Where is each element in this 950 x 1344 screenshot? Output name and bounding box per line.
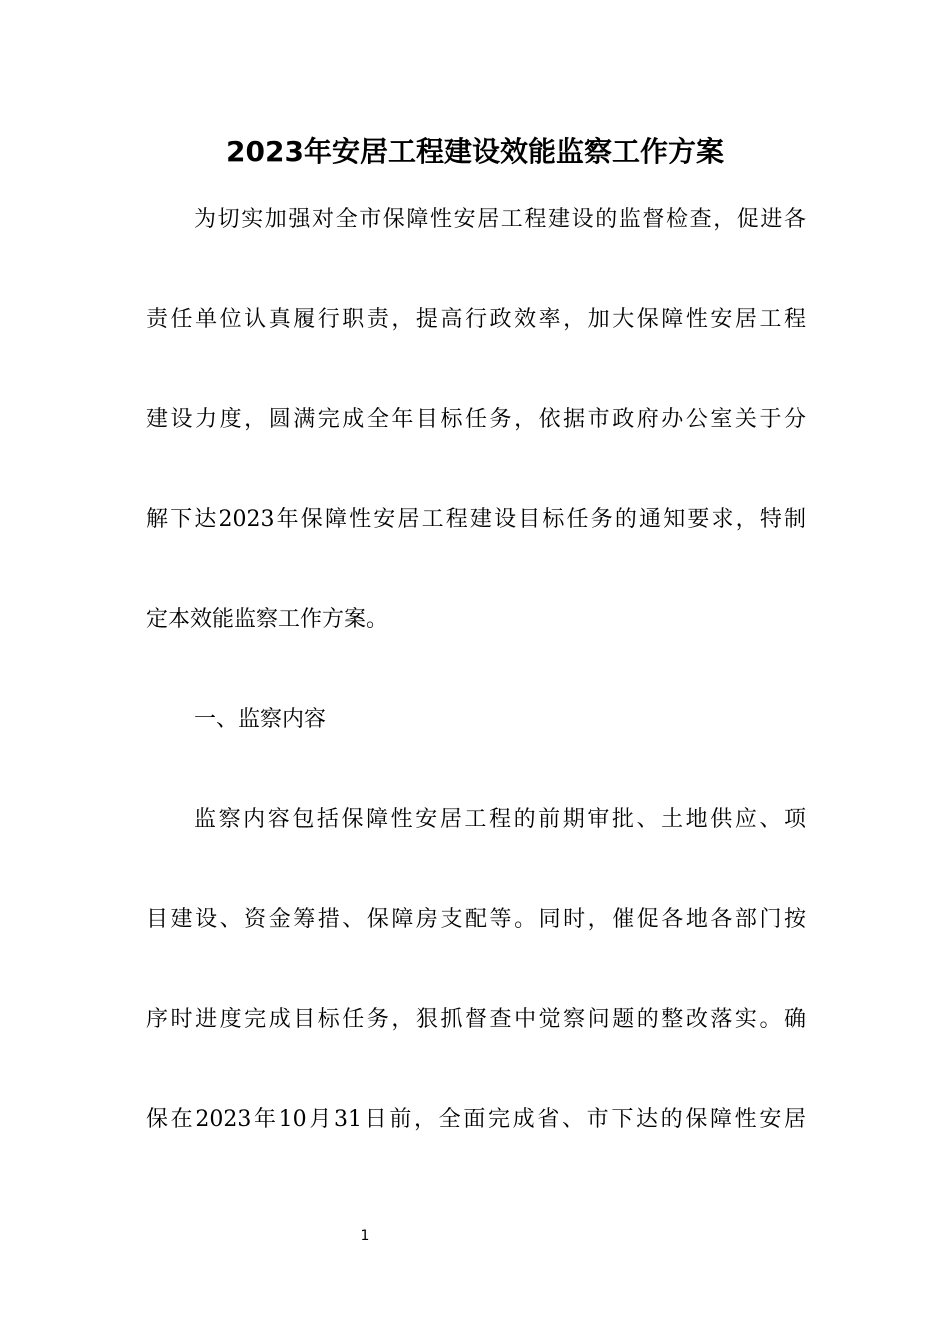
paragraph-2-line-2: 目建设、资金筹措、保障房支配等。同时，催促各地各部门按 (146, 907, 806, 932)
section-1-heading: 一、监察内容 (194, 707, 327, 732)
paragraph-1-line-3: 建设力度，圆满完成全年目标任务，依据市政府办公室关于分 (146, 407, 806, 432)
page-number: 1 (360, 1228, 370, 1244)
paragraph-2-line-4: 保在2023年10月31日前，全面完成省、市下达的保障性安居 (146, 1107, 806, 1132)
paragraph-1-line-4: 解下达2023年保障性安居工程建设目标任务的通知要求，特制 (146, 507, 806, 532)
paragraph-2-line-1: 监察内容包括保障性安居工程的前期审批、土地供应、项 (194, 807, 806, 832)
paragraph-1-line-2: 责任单位认真履行职责，提高行政效率，加大保障性安居工程 (146, 307, 806, 332)
paragraph-1-line-1: 为切实加强对全市保障性安居工程建设的监督检查，促进各 (194, 207, 806, 232)
document-title: 2023年安居工程建设效能监察工作方案 (226, 135, 724, 168)
paragraph-2-line-3: 序时进度完成目标任务，狠抓督查中觉察问题的整改落实。确 (146, 1007, 806, 1032)
paragraph-1-line-5: 定本效能监察工作方案。 (146, 607, 389, 632)
